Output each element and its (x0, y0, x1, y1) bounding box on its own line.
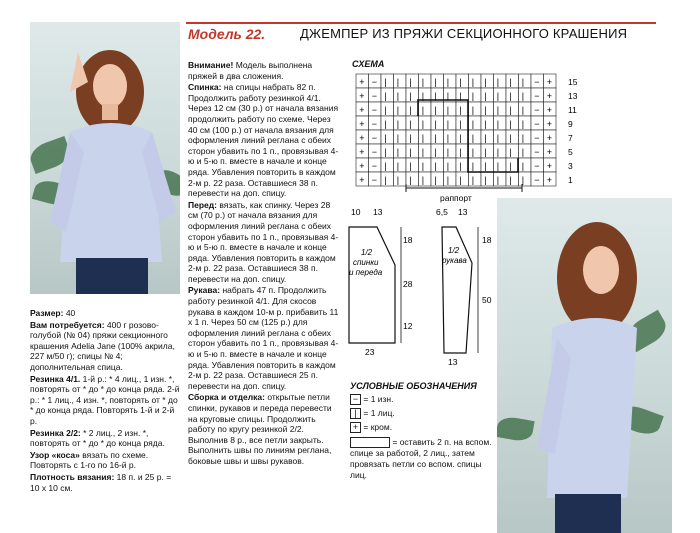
attention-text: Модель выполнена пряжей в два сложения. (188, 60, 313, 81)
rib41-label: Резинка 4/1. (30, 373, 81, 384)
knit-stitch: | (509, 105, 512, 115)
knit-stitch: | (421, 161, 425, 171)
knit-stitch: | (384, 105, 387, 115)
chart-cell (456, 116, 469, 130)
chart-cell (381, 172, 394, 186)
knit-stitch: | (521, 105, 525, 115)
knit-stitch: | (396, 105, 400, 115)
back-label: Спинка: (188, 82, 222, 93)
chart-cell (494, 102, 507, 116)
knit-stitch: | (471, 175, 475, 185)
chart-cell (381, 102, 394, 116)
chart-cell (469, 144, 482, 158)
chart-cell (456, 102, 469, 116)
chart-cell (381, 88, 394, 102)
knit-stitch: | (396, 147, 400, 157)
legend-cable-text: лиц. (350, 470, 367, 481)
chart-cell (481, 116, 494, 130)
chart-cell (394, 172, 407, 186)
knit-stitch: | (409, 147, 412, 157)
knit-stitch: | (471, 105, 475, 115)
front-back-outline (349, 227, 395, 343)
chart-cell (419, 172, 432, 186)
chart-cell (419, 116, 432, 130)
knit-stitch: | (509, 133, 512, 143)
knit-stitch: | (459, 175, 462, 185)
knit-stitch: | (384, 161, 387, 171)
chart-cell (481, 172, 494, 186)
sleeve-text: набрать 47 п. Продолжить работу резинкой 4/1. Для скосов рукава в каждом 10-м р. прибавить 11 х 1 п. Через 50 см (125 р.) для оформления линий реглана с обеих сторон убавить по 1 п., провязывая 4-ю и 5-ю п. вместе в начале и конце ряда. Убавления повторить в каждом 2-м р. 22 раза. Оставшиеся 25 п. перевести на доп. спицу. (188, 285, 339, 391)
knit-stitch: | (471, 147, 475, 157)
knit-stitch: | (521, 147, 525, 157)
edge-stitch: + (359, 147, 365, 157)
knit-stitch: | (521, 133, 525, 143)
chart-cell (394, 116, 407, 130)
legend-knit (350, 408, 395, 419)
purl-stitch: − (534, 147, 540, 157)
chart-cell (494, 130, 507, 144)
purl-stitch: − (534, 77, 540, 87)
row-number: 7 (568, 133, 573, 143)
chart-cell (506, 144, 519, 158)
chart-cell (406, 88, 419, 102)
knit-stitch: | (459, 147, 462, 157)
knit-stitch: | (421, 77, 425, 87)
chart-cell (431, 144, 444, 158)
piece-label: спинки (353, 258, 379, 267)
edge-stitch: + (359, 91, 365, 101)
knit-stitch: | (484, 133, 487, 143)
chart-cell (394, 158, 407, 172)
chart-cell (406, 130, 419, 144)
chart-cell (494, 158, 507, 172)
knit-stitch: | (421, 147, 425, 157)
dim-bottom: 23 (365, 347, 375, 357)
knit-stitch: | (496, 119, 500, 129)
chart-cell (469, 116, 482, 130)
attention-label: Внимание! (188, 60, 234, 70)
chart-cell (481, 130, 494, 144)
edge-stitch: + (546, 119, 553, 129)
gauge-text: 18 п. и 25 р. = 10 х 10 см. (30, 471, 172, 493)
chart-cell (394, 74, 407, 88)
chart-cell (381, 116, 394, 130)
purl-symbol: − (350, 394, 361, 405)
knitting-chart (346, 70, 586, 210)
chart-cell (494, 144, 507, 158)
knit-stitch: | (509, 119, 512, 129)
chart-cell (394, 102, 407, 116)
front-text: вязать, как спинку. Через 28 см (70 р.) от начала вязания для оформления линий реглана с обеих сторон убавить по 1 п., провязывая 4-ю и 5-ю п. вместе в начале и конце ряда. Убавления повторить в каждом 2-м р. 22 раза. Оставшиеся 38 п. перевести на доп. спицу. (188, 199, 339, 284)
knit-stitch: | (434, 105, 437, 115)
knit-stitch: | (496, 105, 500, 115)
edge-stitch: + (546, 105, 553, 115)
edge-stitch: + (359, 175, 365, 185)
chart-cell (394, 144, 407, 158)
chart-cell (431, 102, 444, 116)
knit-stitch: | (509, 91, 512, 101)
edge-stitch: + (546, 91, 553, 101)
purl-stitch: − (534, 119, 540, 129)
chart-cell (444, 102, 457, 116)
chart-cell (406, 158, 419, 172)
knit-stitch: | (496, 161, 500, 171)
knit-stitch: | (384, 91, 387, 101)
chart-cell (469, 172, 482, 186)
knit-stitch: | (484, 175, 487, 185)
chart-cell (519, 130, 532, 144)
chart-cell (419, 158, 432, 172)
knit-stitch: | (421, 105, 425, 115)
purl-stitch: − (371, 175, 378, 185)
chart-cell (431, 116, 444, 130)
knit-stitch: | (384, 133, 387, 143)
knit-stitch: | (421, 133, 425, 143)
chart-cell (506, 172, 519, 186)
chart-cell (406, 172, 419, 186)
chart-cell (469, 130, 482, 144)
chart-cell (444, 130, 457, 144)
piece-label: и переда (349, 268, 383, 277)
chart-cell (444, 172, 457, 186)
chart-cell (381, 158, 394, 172)
repeat-label: раппорт (440, 193, 472, 203)
knit-stitch: | (434, 119, 437, 129)
legend-title: УСЛОВНЫЕ ОБОЗНАЧЕНИЯ (350, 381, 477, 391)
row-number: 5 (568, 147, 573, 157)
dim-top-a: 6,5 (436, 207, 448, 217)
chart-cell (394, 88, 407, 102)
chart-cell (469, 74, 482, 88)
knit-stitch: | (409, 91, 412, 101)
knit-stitch: | (421, 91, 425, 101)
knit-stitch: | (521, 119, 525, 129)
chart-cell (494, 172, 507, 186)
edge-stitch: + (359, 161, 365, 171)
chart-cell (444, 158, 457, 172)
knit-stitch: | (459, 91, 462, 101)
knit-stitch: | (384, 77, 387, 87)
chart-cell (494, 116, 507, 130)
knit-stitch: | (509, 175, 512, 185)
purl-stitch: − (371, 133, 378, 143)
knit-stitch: | (471, 119, 475, 129)
edge-stitch: + (546, 77, 553, 87)
purl-stitch: − (371, 161, 378, 171)
purl-stitch: − (371, 105, 378, 115)
chart-cell (419, 144, 432, 158)
edge-stitch: + (546, 161, 553, 171)
edge-stitch: + (546, 147, 553, 157)
chart-cell (431, 130, 444, 144)
middle-text-column (188, 60, 340, 468)
model-photo-front (30, 22, 180, 294)
chart-cell (469, 88, 482, 102)
model-title: ДЖЕМПЕР ИЗ ПРЯЖИ СЕКЦИОННОГО КРАШЕНИЯ (300, 26, 628, 41)
chart-cell (419, 74, 432, 88)
knit-stitch: | (384, 175, 387, 185)
legend-purl-text: = 1 изн. (363, 394, 394, 404)
chart-cell (481, 88, 494, 102)
knit-stitch: | (496, 91, 500, 101)
knit-stitch: | (434, 91, 437, 101)
chart-cell (481, 102, 494, 116)
chart-cell (519, 116, 532, 130)
edge-stitch: + (359, 133, 365, 143)
purl-stitch: − (534, 133, 540, 143)
knit-stitch: | (409, 77, 412, 87)
chart-cell (456, 130, 469, 144)
chart-cell (481, 158, 494, 172)
knit-stitch: | (484, 147, 487, 157)
knit-stitch: | (396, 77, 400, 87)
chart-cell (381, 144, 394, 158)
chart-cell (494, 74, 507, 88)
legend-cable (350, 437, 495, 481)
dim-right-top: 18 (482, 235, 492, 245)
chart-cell (519, 172, 532, 186)
dim-top-a: 10 (351, 207, 361, 217)
knit-stitch: | (509, 147, 512, 157)
chart-cell (456, 158, 469, 172)
knit-stitch: | (496, 175, 500, 185)
knit-stitch: | (396, 175, 400, 185)
model-label: Модель 22. (188, 26, 266, 42)
chart-cell (481, 144, 494, 158)
knit-stitch: | (521, 175, 525, 185)
materials-label: Вам потребуется: (30, 319, 105, 330)
knit-stitch: | (409, 119, 412, 129)
chart-cell (456, 144, 469, 158)
assembly-label: Сборка и отделка: (188, 392, 265, 403)
chart-cell (419, 130, 432, 144)
knit-stitch: | (471, 91, 475, 101)
knit-stitch: | (396, 161, 400, 171)
knit-stitch: | (446, 77, 450, 87)
woman-figure-front (30, 22, 180, 294)
knit-stitch: | (484, 161, 487, 171)
chart-cell (406, 74, 419, 88)
pattern-label: Узор «коса» (30, 449, 80, 460)
schematic-sleeve (436, 205, 516, 365)
back-text: на спицы набрать 82 п. Продолжить работу резинкой 4/1. Через 12 см (30 р.) от начала вязания продолжить работу по схеме. Через 40 см (100 р.) от начала вязания для оформления линий реглана с обеих сторон убавить по 1 п., провязывая 4-ю и 5-ю п. вместе в начале и конце ряда. Убавления повторить в каждом 2-м р. 22 раза. Оставшиеся 38 п. перевести на доп. спицу. (188, 82, 339, 199)
chart-cell (469, 102, 482, 116)
chart-cell (431, 158, 444, 172)
knit-stitch: | (434, 175, 437, 185)
knit-stitch: | (496, 77, 500, 87)
knit-stitch: | (434, 133, 437, 143)
gauge-label: Плотность вязания: (30, 471, 115, 482)
legend-cable-text: = оставить 2 п. на вспом. (392, 437, 492, 447)
dim-right-bot: 50 (482, 295, 492, 305)
knit-stitch: | (521, 161, 525, 171)
knit-stitch: | (496, 147, 500, 157)
knit-stitch: | (509, 77, 512, 87)
row-number: 13 (568, 91, 578, 101)
knit-stitch: | (484, 77, 487, 87)
purl-stitch: − (534, 161, 540, 171)
chart-cell (419, 102, 432, 116)
knit-stitch: | (496, 133, 500, 143)
knit-stitch: | (384, 147, 387, 157)
chart-cell (381, 74, 394, 88)
front-label: Перед: (188, 199, 217, 210)
knit-stitch: | (421, 119, 425, 129)
rib22-text: * 2 лиц., 2 изн. *, повторять от * до * до конца ряда. (30, 427, 165, 449)
chart-cell (519, 88, 532, 102)
rib41-text: 1-й р.: * 4 лиц., 1 изн. *, повторять от * до * до конца ряда. 2-й р.: * 1 лиц., 4 изн. *, повторять от * до * до конца ряда. Повторять 1-й и 2-й р. (30, 373, 180, 426)
model-photo-side (497, 198, 672, 533)
knit-stitch: | (421, 175, 425, 185)
knit-stitch: | (459, 119, 462, 129)
legend-knit-text: = 1 лиц. (363, 408, 395, 418)
pattern-text: вязать по схеме. Повторять с 1-го по 16-й р. (30, 449, 149, 471)
chart-cell (506, 158, 519, 172)
knit-symbol: | (350, 408, 361, 419)
chart-cell (519, 102, 532, 116)
chart-cell (444, 116, 457, 130)
purl-stitch: − (534, 91, 540, 101)
purl-stitch: − (534, 175, 540, 185)
knit-stitch: | (446, 175, 450, 185)
knit-stitch: | (484, 105, 487, 115)
purl-stitch: − (371, 77, 378, 87)
chart-cell (506, 102, 519, 116)
knit-stitch: | (396, 91, 400, 101)
chart-cell (506, 74, 519, 88)
knit-stitch: | (446, 119, 450, 129)
purl-stitch: − (534, 105, 540, 115)
chart-cell (456, 74, 469, 88)
piece-label: 1/2 (448, 246, 460, 255)
knit-stitch: | (446, 161, 450, 171)
knit-stitch: | (471, 161, 475, 171)
chart-cell (469, 158, 482, 172)
knit-stitch: | (446, 133, 450, 143)
legend-purl (350, 394, 394, 405)
purl-stitch: − (371, 147, 378, 157)
dim-right-bot: 12 (403, 321, 413, 331)
chart-cell (506, 88, 519, 102)
materials-text: 400 г розово-голубой (№ 04) пряжи секционного крашения Adelia Jane (100% акрила, 227 м/50 г); спицы № 4; дополнительная спица. (30, 319, 175, 372)
edge-stitch: + (546, 175, 553, 185)
row-number: 1 (568, 175, 573, 185)
knit-stitch: | (459, 77, 462, 87)
chart-cell (506, 130, 519, 144)
knit-stitch: | (434, 161, 437, 171)
assembly-text: открытые петли спинки, рукавов и переда перевести на круговые спицы. Продолжить работу по кругу резинкой 2/2. Выполнив 8 р., все петли закрыть. Выполнить швы по линиям реглана, боковые швы и швы рукавов. (188, 392, 332, 466)
row-number: 11 (568, 105, 577, 115)
dim-right-mid: 28 (403, 279, 413, 289)
chart-cell (406, 102, 419, 116)
chart-cell (381, 130, 394, 144)
chart-cell (506, 116, 519, 130)
chart-cell (406, 144, 419, 158)
knit-stitch: | (434, 147, 437, 157)
chart-cell (444, 144, 457, 158)
purl-stitch: − (371, 119, 378, 129)
knit-stitch: | (434, 77, 437, 87)
purl-stitch: − (371, 91, 378, 101)
size-label: Размер: (30, 308, 64, 318)
knit-stitch: | (459, 161, 462, 171)
knit-stitch: | (509, 161, 512, 171)
dim-top-b: 13 (373, 207, 383, 217)
edge-symbol: + (350, 422, 361, 433)
chart-cell (431, 172, 444, 186)
chart-cell (519, 158, 532, 172)
knit-stitch: | (384, 119, 387, 129)
knit-stitch: | (446, 91, 450, 101)
dim-right-top: 18 (403, 235, 413, 245)
dim-top-b: 13 (458, 207, 468, 217)
chart-cell (431, 74, 444, 88)
knit-stitch: | (484, 119, 487, 129)
legend-cable-text: провязать петли со вспом. спицы (350, 459, 482, 470)
woman-figure-side (497, 198, 672, 533)
knit-stitch: | (521, 91, 525, 101)
edge-stitch: + (546, 133, 553, 143)
edge-stitch: + (359, 119, 365, 129)
knit-stitch: | (459, 105, 462, 115)
cable-symbol (350, 437, 390, 448)
legend-edge (350, 422, 392, 433)
knit-stitch: | (396, 119, 400, 129)
legend-cable-text: спице за работой, 2 лиц., затем (350, 448, 475, 459)
edge-stitch: + (359, 105, 365, 115)
knit-stitch: | (459, 133, 462, 143)
rib22-label: Резинка 2/2: (30, 427, 81, 438)
schematic-front-back (343, 205, 433, 365)
chart-cell (519, 144, 532, 158)
piece-label: 1/2 (361, 248, 373, 257)
knit-stitch: | (446, 105, 450, 115)
chart-title: СХЕМА (352, 59, 385, 69)
knit-stitch: | (396, 133, 400, 143)
size-value: 40 (65, 308, 76, 318)
knit-stitch: | (409, 133, 412, 143)
knit-stitch: | (409, 105, 412, 115)
chart-cell (394, 130, 407, 144)
chart-cell (456, 172, 469, 186)
sleeve-label: Рукава: (188, 285, 221, 296)
knit-stitch: | (471, 77, 475, 87)
chart-cell (519, 74, 532, 88)
knit-stitch: | (409, 161, 412, 171)
knit-stitch: | (471, 133, 475, 143)
dim-bottom: 13 (448, 357, 458, 365)
knit-stitch: | (521, 77, 525, 87)
legend-edge-text: = кром. (363, 422, 393, 432)
knit-stitch: | (484, 91, 487, 101)
chart-cell (494, 88, 507, 102)
chart-cell (481, 74, 494, 88)
chart-cell (444, 74, 457, 88)
knit-stitch: | (409, 175, 412, 185)
knit-stitch: | (446, 147, 450, 157)
chart-cell (406, 116, 419, 130)
piece-label: рукава (442, 256, 467, 265)
row-number: 9 (568, 119, 573, 129)
left-text-column (30, 308, 180, 494)
edge-stitch: + (359, 77, 365, 87)
row-number: 15 (568, 77, 578, 87)
row-number: 3 (568, 161, 573, 171)
